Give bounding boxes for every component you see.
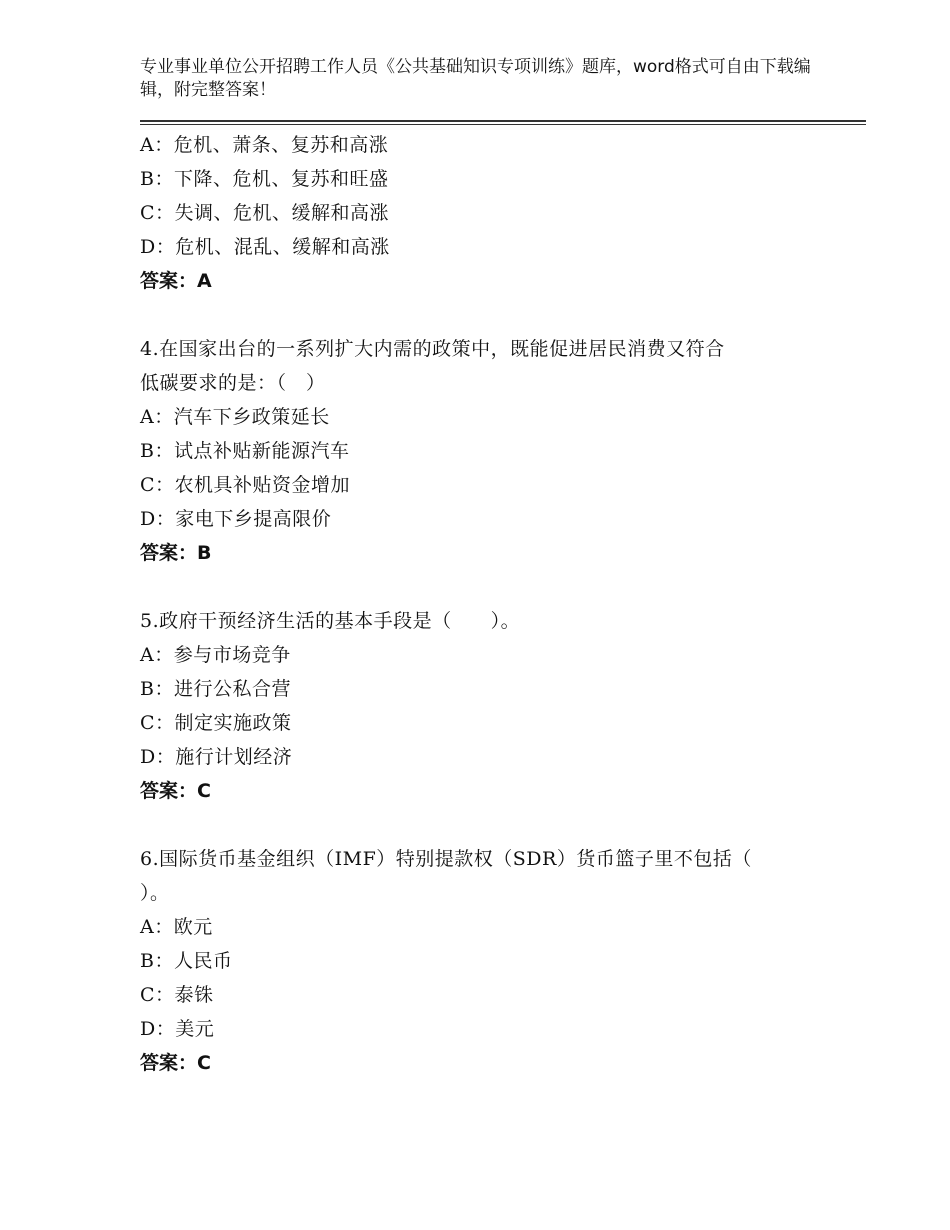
option-a: A：欧元 <box>140 916 213 938</box>
option-d: D：危机、混乱、缓解和高涨 <box>140 236 390 258</box>
option-b: B：进行公私合营 <box>140 678 291 700</box>
document-header: 专业事业单位公开招聘工作人员《公共基础知识专项训练》题库，word格式可自由下载编辑，附完整答案！ <box>140 57 811 100</box>
option-c: C：制定实施政策 <box>140 712 292 734</box>
option-a: A：危机、萧条、复苏和高涨 <box>140 134 389 156</box>
option-a: A：汽车下乡政策延长 <box>140 406 330 428</box>
question-stem: 6.国际货币基金组织（IMF）特别提款权（SDR）货币篮子里不包括（ <box>140 848 752 870</box>
option-c: C：泰铢 <box>140 984 214 1006</box>
option-c: C：失调、危机、缓解和高涨 <box>140 202 390 224</box>
question-4 <box>140 332 820 570</box>
option-a: A：参与市场竞争 <box>140 644 291 666</box>
question-list <box>140 128 820 1080</box>
question-6 <box>140 842 820 1080</box>
answer-label: 答案：A <box>140 270 212 292</box>
answer-label: 答案：C <box>140 1052 211 1074</box>
option-b: B：下降、危机、复苏和旺盛 <box>140 168 389 190</box>
option-d: D：美元 <box>140 1018 215 1040</box>
option-c: C：农机具补贴资金增加 <box>140 474 351 496</box>
option-b: B：人民币 <box>140 950 233 972</box>
question-5 <box>140 604 820 808</box>
option-d: D：施行计划经济 <box>140 746 293 768</box>
header-divider <box>140 120 866 125</box>
option-d: D：家电下乡提高限价 <box>140 508 332 530</box>
option-b: B：试点补贴新能源汽车 <box>140 440 350 462</box>
question-stem-cont: 低碳要求的是：（ ） <box>140 372 326 394</box>
question-stem: 4.在国家出台的一系列扩大内需的政策中，既能促进居民消费又符合 <box>140 338 725 360</box>
question-stem-cont: ）。 <box>140 882 170 904</box>
question-3-continued <box>140 128 820 298</box>
answer-label: 答案：C <box>140 780 211 802</box>
question-stem: 5.政府干预经济生活的基本手段是（ ）。 <box>140 610 521 632</box>
answer-label: 答案：B <box>140 542 212 564</box>
